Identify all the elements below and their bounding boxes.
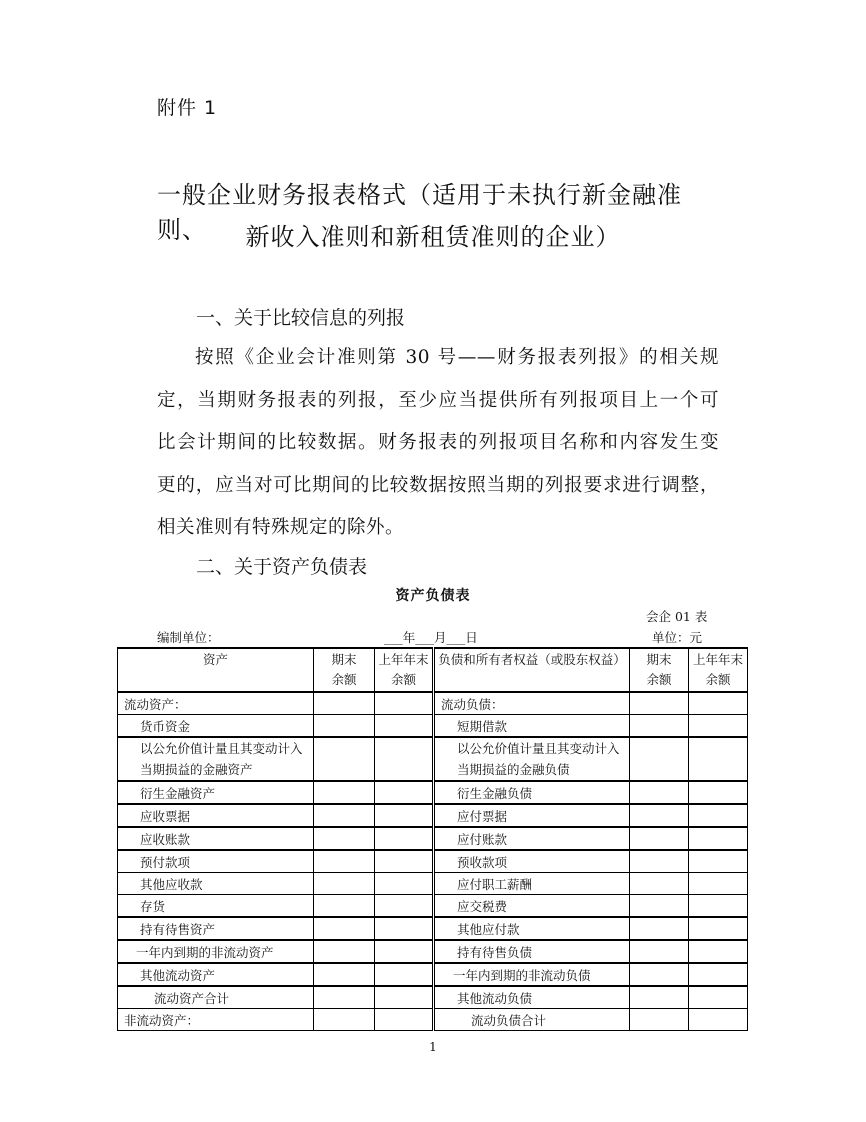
liability-item: 应付职工薪酬: [434, 873, 630, 895]
liability-item: 应付账款: [434, 827, 630, 850]
value-cell[interactable]: [689, 986, 748, 1009]
value-cell[interactable]: [314, 737, 375, 781]
value-cell[interactable]: [689, 1009, 748, 1031]
value-cell[interactable]: [314, 963, 375, 986]
value-cell[interactable]: [630, 737, 689, 781]
liability-item: 应交税费: [434, 895, 630, 918]
value-cell[interactable]: [314, 850, 375, 873]
value-cell[interactable]: [314, 692, 375, 715]
asset-subtotal: 流动资产合计: [118, 986, 314, 1009]
attachment-label: 附件 1: [157, 97, 218, 119]
value-cell[interactable]: [314, 873, 375, 895]
asset-item: 持有待售资产: [118, 917, 314, 940]
header-closing-balance: 期末 余额: [314, 648, 375, 692]
asset-item: 衍生金融资产: [118, 781, 314, 804]
value-cell[interactable]: [630, 804, 689, 827]
value-cell[interactable]: [375, 895, 434, 918]
value-cell[interactable]: [630, 827, 689, 850]
value-cell[interactable]: [689, 963, 748, 986]
value-cell[interactable]: [375, 692, 434, 715]
liability-item: 其他应付款: [434, 917, 630, 940]
document-title-line2: 新收入准则和新租赁准则的企业）: [245, 223, 621, 251]
asset-item: 应收账款: [118, 827, 314, 850]
value-cell[interactable]: [314, 940, 375, 963]
value-cell[interactable]: [689, 737, 748, 781]
unit-label: 单位：元: [652, 630, 703, 645]
value-cell[interactable]: [375, 873, 434, 895]
section1-heading: 一、关于比较信息的列报: [196, 307, 406, 329]
value-cell[interactable]: [375, 1009, 434, 1031]
asset-item: 货币资金: [118, 715, 314, 738]
table-row: [118, 873, 748, 895]
value-cell[interactable]: [375, 986, 434, 1009]
table-row: [118, 1009, 748, 1031]
asset-item: 流动资产：: [118, 692, 314, 715]
header-liabilities: 负债和所有者权益（或股东权益）: [434, 648, 630, 692]
balance-sheet-title: 资产负债表: [395, 588, 471, 604]
value-cell[interactable]: [689, 781, 748, 804]
table-row: [118, 963, 748, 986]
value-cell[interactable]: [375, 715, 434, 738]
table-row: [118, 715, 748, 738]
liability-item: 预收款项: [434, 850, 630, 873]
table-row: [118, 940, 748, 963]
paragraph-line: 相关准则有特殊规定的除外。: [157, 517, 405, 538]
table-row: [118, 895, 748, 918]
value-cell[interactable]: [689, 873, 748, 895]
page-number: 1: [429, 1040, 437, 1054]
prepared-by-label: 编制单位：: [157, 630, 220, 645]
liability-item: 持有待售负债: [434, 940, 630, 963]
value-cell[interactable]: [314, 827, 375, 850]
paragraph-line: 更的，应当对可比期间的比较数据按照当期的列报要求进行调整，: [157, 474, 719, 496]
value-cell[interactable]: [314, 917, 375, 940]
value-cell[interactable]: [689, 715, 748, 738]
header-closing-balance: 期末 余额: [630, 648, 689, 692]
asset-item: 以公允价值计量且其变动计入 当期损益的金融资产: [118, 737, 314, 781]
value-cell[interactable]: [375, 917, 434, 940]
report-date: ___年___月___日: [384, 630, 478, 645]
value-cell[interactable]: [689, 827, 748, 850]
value-cell[interactable]: [630, 895, 689, 918]
asset-item: 存货: [118, 895, 314, 918]
table-header-row: [118, 648, 748, 692]
value-cell[interactable]: [630, 963, 689, 986]
table-row: [118, 781, 748, 804]
liability-subtotal: 流动负债合计: [434, 1009, 630, 1031]
value-cell[interactable]: [689, 940, 748, 963]
header-prior-year-balance: 上年年末 余额: [689, 648, 748, 692]
value-cell[interactable]: [314, 1009, 375, 1031]
document-title-line1: 一般企业财务报表格式（适用于未执行新金融准则、: [157, 181, 682, 244]
value-cell[interactable]: [375, 827, 434, 850]
asset-item: 其他流动资产: [118, 963, 314, 986]
table-row: [118, 737, 748, 781]
table-row: [118, 692, 748, 715]
paragraph-line: 按照《企业会计准则第 30 号——财务报表列报》的相关规: [195, 347, 719, 368]
table-row: [118, 804, 748, 827]
liability-item: 衍生金融负债: [434, 781, 630, 804]
section1-paragraph: [157, 337, 719, 550]
liability-item: 以公允价值计量且其变动计入 当期损益的金融负债: [434, 737, 630, 781]
value-cell[interactable]: [314, 781, 375, 804]
asset-item: 预付款项: [118, 850, 314, 873]
form-number: 会企 01 表: [646, 609, 708, 624]
liability-item: 短期借款: [434, 715, 630, 738]
value-cell[interactable]: [630, 850, 689, 873]
value-cell[interactable]: [630, 692, 689, 715]
section2-heading: 二、关于资产负债表: [196, 556, 368, 578]
value-cell[interactable]: [375, 737, 434, 781]
asset-item: 一年内到期的非流动资产: [118, 940, 314, 963]
value-cell[interactable]: [314, 715, 375, 738]
value-cell[interactable]: [689, 850, 748, 873]
value-cell[interactable]: [630, 781, 689, 804]
table-row: [118, 917, 748, 940]
liability-item: 应付票据: [434, 804, 630, 827]
liability-item: 流动负债：: [434, 692, 630, 715]
balance-sheet-table: [117, 647, 748, 1031]
header-assets: 资产: [118, 648, 314, 692]
value-cell[interactable]: [630, 917, 689, 940]
asset-item: 非流动资产：: [118, 1009, 314, 1031]
paragraph-line: 定，当期财务报表的列报，至少应当提供所有列报项目上一个可: [157, 389, 719, 411]
table-row: [118, 986, 748, 1009]
value-cell[interactable]: [689, 895, 748, 918]
value-cell[interactable]: [314, 895, 375, 918]
liability-item: 其他流动负债: [434, 986, 630, 1009]
value-cell[interactable]: [689, 917, 748, 940]
value-cell[interactable]: [375, 940, 434, 963]
value-cell[interactable]: [630, 1009, 689, 1031]
value-cell[interactable]: [630, 715, 689, 738]
value-cell[interactable]: [375, 850, 434, 873]
value-cell[interactable]: [689, 804, 748, 827]
value-cell[interactable]: [375, 781, 434, 804]
asset-item: 应收票据: [118, 804, 314, 827]
value-cell[interactable]: [375, 963, 434, 986]
value-cell[interactable]: [630, 873, 689, 895]
value-cell[interactable]: [689, 692, 748, 715]
liability-item: 一年内到期的非流动负债: [434, 963, 630, 986]
asset-item: 其他应收款: [118, 873, 314, 895]
paragraph-line: 比会计期间的比较数据。财务报表的列报项目名称和内容发生变: [157, 432, 719, 453]
value-cell[interactable]: [314, 986, 375, 1009]
table-row: [118, 850, 748, 873]
header-prior-year-balance: 上年年末 余额: [375, 648, 434, 692]
value-cell[interactable]: [314, 804, 375, 827]
table-row: [118, 827, 748, 850]
value-cell[interactable]: [630, 940, 689, 963]
value-cell[interactable]: [375, 804, 434, 827]
value-cell[interactable]: [630, 986, 689, 1009]
